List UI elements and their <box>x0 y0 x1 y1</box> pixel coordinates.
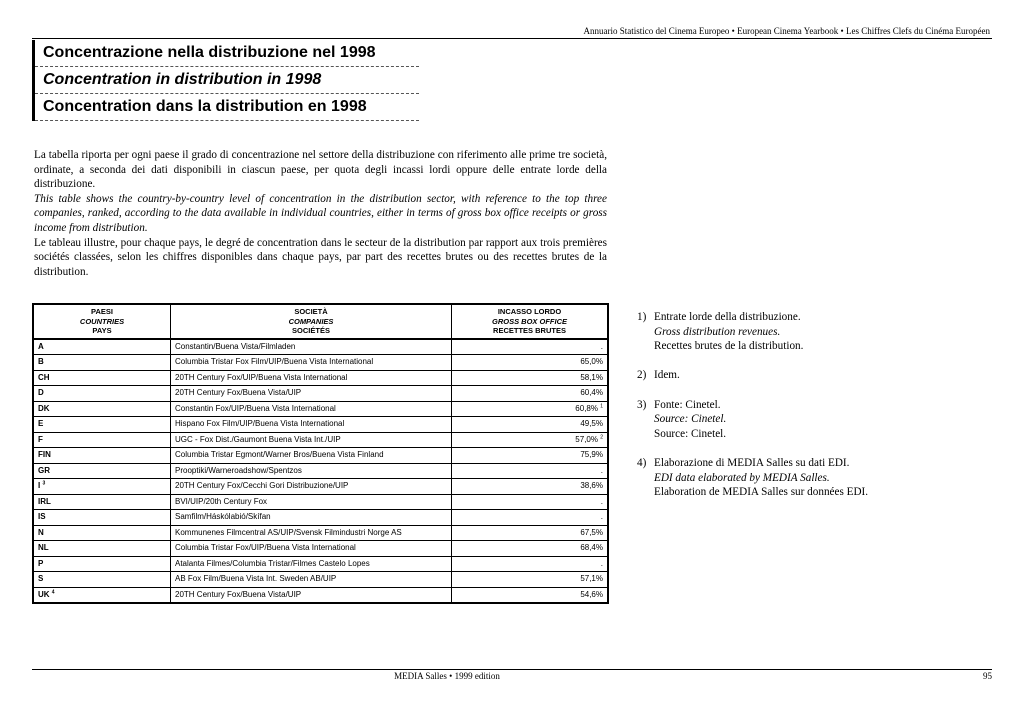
table-row <box>33 355 608 371</box>
company-cell: 20TH Century Fox/Buena Vista/UIP <box>171 386 452 402</box>
footnote-ref: 2 <box>600 433 603 440</box>
header-company-it: SOCIETÀ <box>294 307 328 316</box>
table-body <box>33 339 608 604</box>
company-cell: 20TH Century Fox/Cecchi Gori Distribuzione/UIP <box>171 479 452 495</box>
country-cell <box>33 432 171 448</box>
header-country <box>33 304 171 339</box>
gross-value: 57,1% <box>580 574 603 583</box>
table-row <box>33 339 608 355</box>
company-cell: Kommunenes Filmcentral AS/UIP/Svensk Filmindustri Norge AS <box>171 525 452 541</box>
top-rule <box>32 38 992 39</box>
country-code: E <box>38 419 44 428</box>
company-cell: Columbia Tristar Fox Film/UIP/Buena Vista International <box>171 355 452 371</box>
company-cell: Constantin Fox/UIP/Buena Vista International <box>171 401 452 417</box>
value-cell <box>452 494 609 510</box>
intro-english: This table shows the country-by-country level of concentration in the distribution sector, with reference to the top three companies, ranked, according to the data available in individual countries, either in terms of gross box office receipts or gross income from distribution. <box>34 192 607 234</box>
country-code: S <box>38 574 44 583</box>
table-row <box>33 556 608 572</box>
country-cell <box>33 572 171 588</box>
note-text-italian: Entrate lorde della distribuzione. <box>654 311 801 323</box>
page-number: 95 <box>983 671 992 681</box>
page-title-italian: Concentrazione nella distribuzione nel 1998 <box>35 40 419 67</box>
gross-value: . <box>600 465 603 475</box>
country-cell <box>33 463 171 479</box>
country-code: D <box>38 388 44 397</box>
page-title-french: Concentration dans la distribution en 1998 <box>35 94 419 121</box>
country-cell <box>33 386 171 402</box>
header-value-it: INCASSO LORDO <box>497 307 562 316</box>
company-cell: Constantin/Buena Vista/Filmladen <box>171 339 452 355</box>
note-text-french: Elaboration de MEDIA Salles sur données EDI. <box>654 486 869 499</box>
intro-text <box>34 148 607 279</box>
value-cell <box>452 587 609 603</box>
company-cell: Columbia Tristar Fox/UIP/Buena Vista International <box>171 541 452 557</box>
note-text-italian: Fonte: Cinetel. <box>654 398 721 411</box>
country-code: B <box>38 357 44 366</box>
note-4 <box>637 456 997 500</box>
company-cell: AB Fox Film/Buena Vista Int. Sweden AB/UIP <box>171 572 452 588</box>
value-cell <box>452 417 609 433</box>
page-title-english: Concentration in distribution in 1998 <box>35 67 419 94</box>
country-cell <box>33 587 171 603</box>
value-cell <box>452 355 609 371</box>
country-cell <box>33 370 171 386</box>
footnote-ref: 4 <box>51 588 55 595</box>
country-code: N <box>38 527 44 537</box>
gross-value: . <box>600 341 603 351</box>
footnote-ref: 1 <box>600 402 603 409</box>
title-block <box>32 40 419 121</box>
table-row <box>33 386 608 402</box>
company-cell: 20TH Century Fox/Buena Vista/UIP <box>171 587 452 603</box>
company-cell: Atalanta Filmes/Columbia Tristar/Filmes Castelo Lopes <box>171 556 452 572</box>
company-cell: Columbia Tristar Egmont/Warner Bros/Buena Vista Finland <box>171 448 452 464</box>
table-row <box>33 448 608 464</box>
country-cell <box>33 479 171 495</box>
header-company-en: COMPANIES <box>288 316 334 326</box>
gross-value: . <box>600 496 603 506</box>
note-text-french: Source: Cinetel. <box>654 427 727 440</box>
value-cell <box>452 525 609 541</box>
table-row <box>33 479 608 495</box>
table-row <box>33 401 608 417</box>
table-header-row <box>33 304 608 339</box>
note-text-italian: Idem. <box>654 369 680 382</box>
gross-value: 60,4% <box>580 388 603 397</box>
value-cell <box>452 463 609 479</box>
table-row <box>33 541 608 557</box>
country-cell <box>33 541 171 557</box>
gross-value: 58,1% <box>580 372 603 382</box>
country-cell <box>33 339 171 355</box>
gross-value: 38,6% <box>580 481 603 490</box>
bottom-rule <box>32 669 992 670</box>
company-cell: Samfilm/Háskólabió/Skífan <box>171 510 452 526</box>
table-row <box>33 494 608 510</box>
gross-value: 68,4% <box>580 543 603 552</box>
country-cell <box>33 355 171 371</box>
note-number: 4) <box>637 456 647 469</box>
value-cell <box>452 339 609 355</box>
gross-value: 67,5% <box>580 527 603 537</box>
header-value-en: GROSS BOX OFFICE <box>491 316 567 326</box>
note-text-english: Source: Cinetel. <box>654 413 727 426</box>
company-cell: 20TH Century Fox/UIP/Buena Vista International <box>171 370 452 386</box>
country-code: IRL <box>38 496 51 506</box>
header-value <box>452 304 609 339</box>
country-code: CH <box>38 372 50 382</box>
country-cell <box>33 417 171 433</box>
footnote-ref: 3 <box>42 480 46 487</box>
note-number: 1) <box>637 311 647 323</box>
note-text-english: EDI data elaborated by MEDIA Salles. <box>654 471 830 484</box>
note-text-french: Recettes brutes de la distribution. <box>654 340 804 353</box>
gross-value: 60,8% <box>575 403 598 413</box>
country-cell <box>33 525 171 541</box>
value-cell <box>452 448 609 464</box>
note-2 <box>637 368 997 383</box>
gross-value: 57,0% <box>575 434 598 444</box>
country-code: GR <box>38 465 50 475</box>
table-row <box>33 432 608 448</box>
country-code: A <box>38 341 44 351</box>
table-row <box>33 417 608 433</box>
table-row <box>33 370 608 386</box>
country-code: UK <box>38 589 50 599</box>
note-text-english: Gross distribution revenues. <box>654 325 781 338</box>
company-cell: BVI/UIP/20th Century Fox <box>171 494 452 510</box>
note-number: 2) <box>637 369 647 382</box>
country-code: F <box>38 434 43 444</box>
note-text-italian: Elaborazione di MEDIA Salles su dati EDI. <box>654 456 850 469</box>
table-row <box>33 587 608 603</box>
distribution-table <box>32 303 609 604</box>
gross-value: 65,0% <box>580 357 603 366</box>
value-cell <box>452 370 609 386</box>
header-company <box>171 304 452 339</box>
intro-french: Le tableau illustre, pour chaque pays, le degré de concentration dans le secteur de la distribution par rapport aux trois premières sociétés classées, selon les chiffres disponibles dans chaque pays, par part des recettes brutes ou des recettes brutes de la distribution. <box>34 236 607 278</box>
gross-value: 75,9% <box>580 450 603 459</box>
note-number: 3) <box>637 398 647 411</box>
value-cell <box>452 386 609 402</box>
footer-edition: MEDIA Salles • 1999 edition <box>394 671 500 681</box>
country-cell <box>33 494 171 510</box>
running-header: Annuario Statistico del Cinema Europeo • European Cinema Yearbook • Les Chiffres Clefs du Cinéma Européen <box>583 26 990 36</box>
table-row <box>33 572 608 588</box>
table-row <box>33 510 608 526</box>
value-cell <box>452 510 609 526</box>
table-row <box>33 463 608 479</box>
gross-value: 49,5% <box>580 419 603 428</box>
value-cell <box>452 541 609 557</box>
value-cell <box>452 432 609 448</box>
country-code: DK <box>38 403 50 413</box>
header-country-fr: PAYS <box>92 326 112 335</box>
header-value-fr: RECETTES BRUTES <box>493 326 566 335</box>
intro-italian: La tabella riporta per ogni paese il grado di concentrazione nel settore della distribuzione con riferimento alle prime tre società, ordinate, a seconda dei dati disponibili in ciascun paese, per quota degli incassi lordi oppure delle entrate lorde della distribuzione. <box>34 149 607 191</box>
country-cell <box>33 510 171 526</box>
gross-value: . <box>600 558 603 568</box>
company-cell: Hispano Fox Film/UIP/Buena Vista International <box>171 417 452 433</box>
header-company-fr: SOCIÉTÉS <box>292 326 330 335</box>
note-3 <box>637 398 997 442</box>
gross-value: . <box>600 512 603 521</box>
company-cell: UGC - Fox Dist./Gaumont Buena Vista Int./UIP <box>171 432 452 448</box>
country-code: FIN <box>38 450 51 459</box>
value-cell <box>452 401 609 417</box>
notes <box>637 310 997 514</box>
country-cell <box>33 401 171 417</box>
country-code: IS <box>38 512 46 521</box>
gross-value: 54,6% <box>580 589 603 599</box>
header-country-en: COUNTRIES <box>79 316 125 326</box>
country-code: P <box>38 558 44 568</box>
country-code: NL <box>38 543 49 552</box>
company-cell: Prooptiki/Warneroadshow/Spentzos <box>171 463 452 479</box>
table-row <box>33 525 608 541</box>
value-cell <box>452 479 609 495</box>
note-1 <box>637 310 997 354</box>
country-code: I <box>38 481 41 490</box>
value-cell <box>452 556 609 572</box>
country-cell <box>33 448 171 464</box>
value-cell <box>452 572 609 588</box>
country-cell <box>33 556 171 572</box>
header-country-it: PAESI <box>91 307 113 316</box>
